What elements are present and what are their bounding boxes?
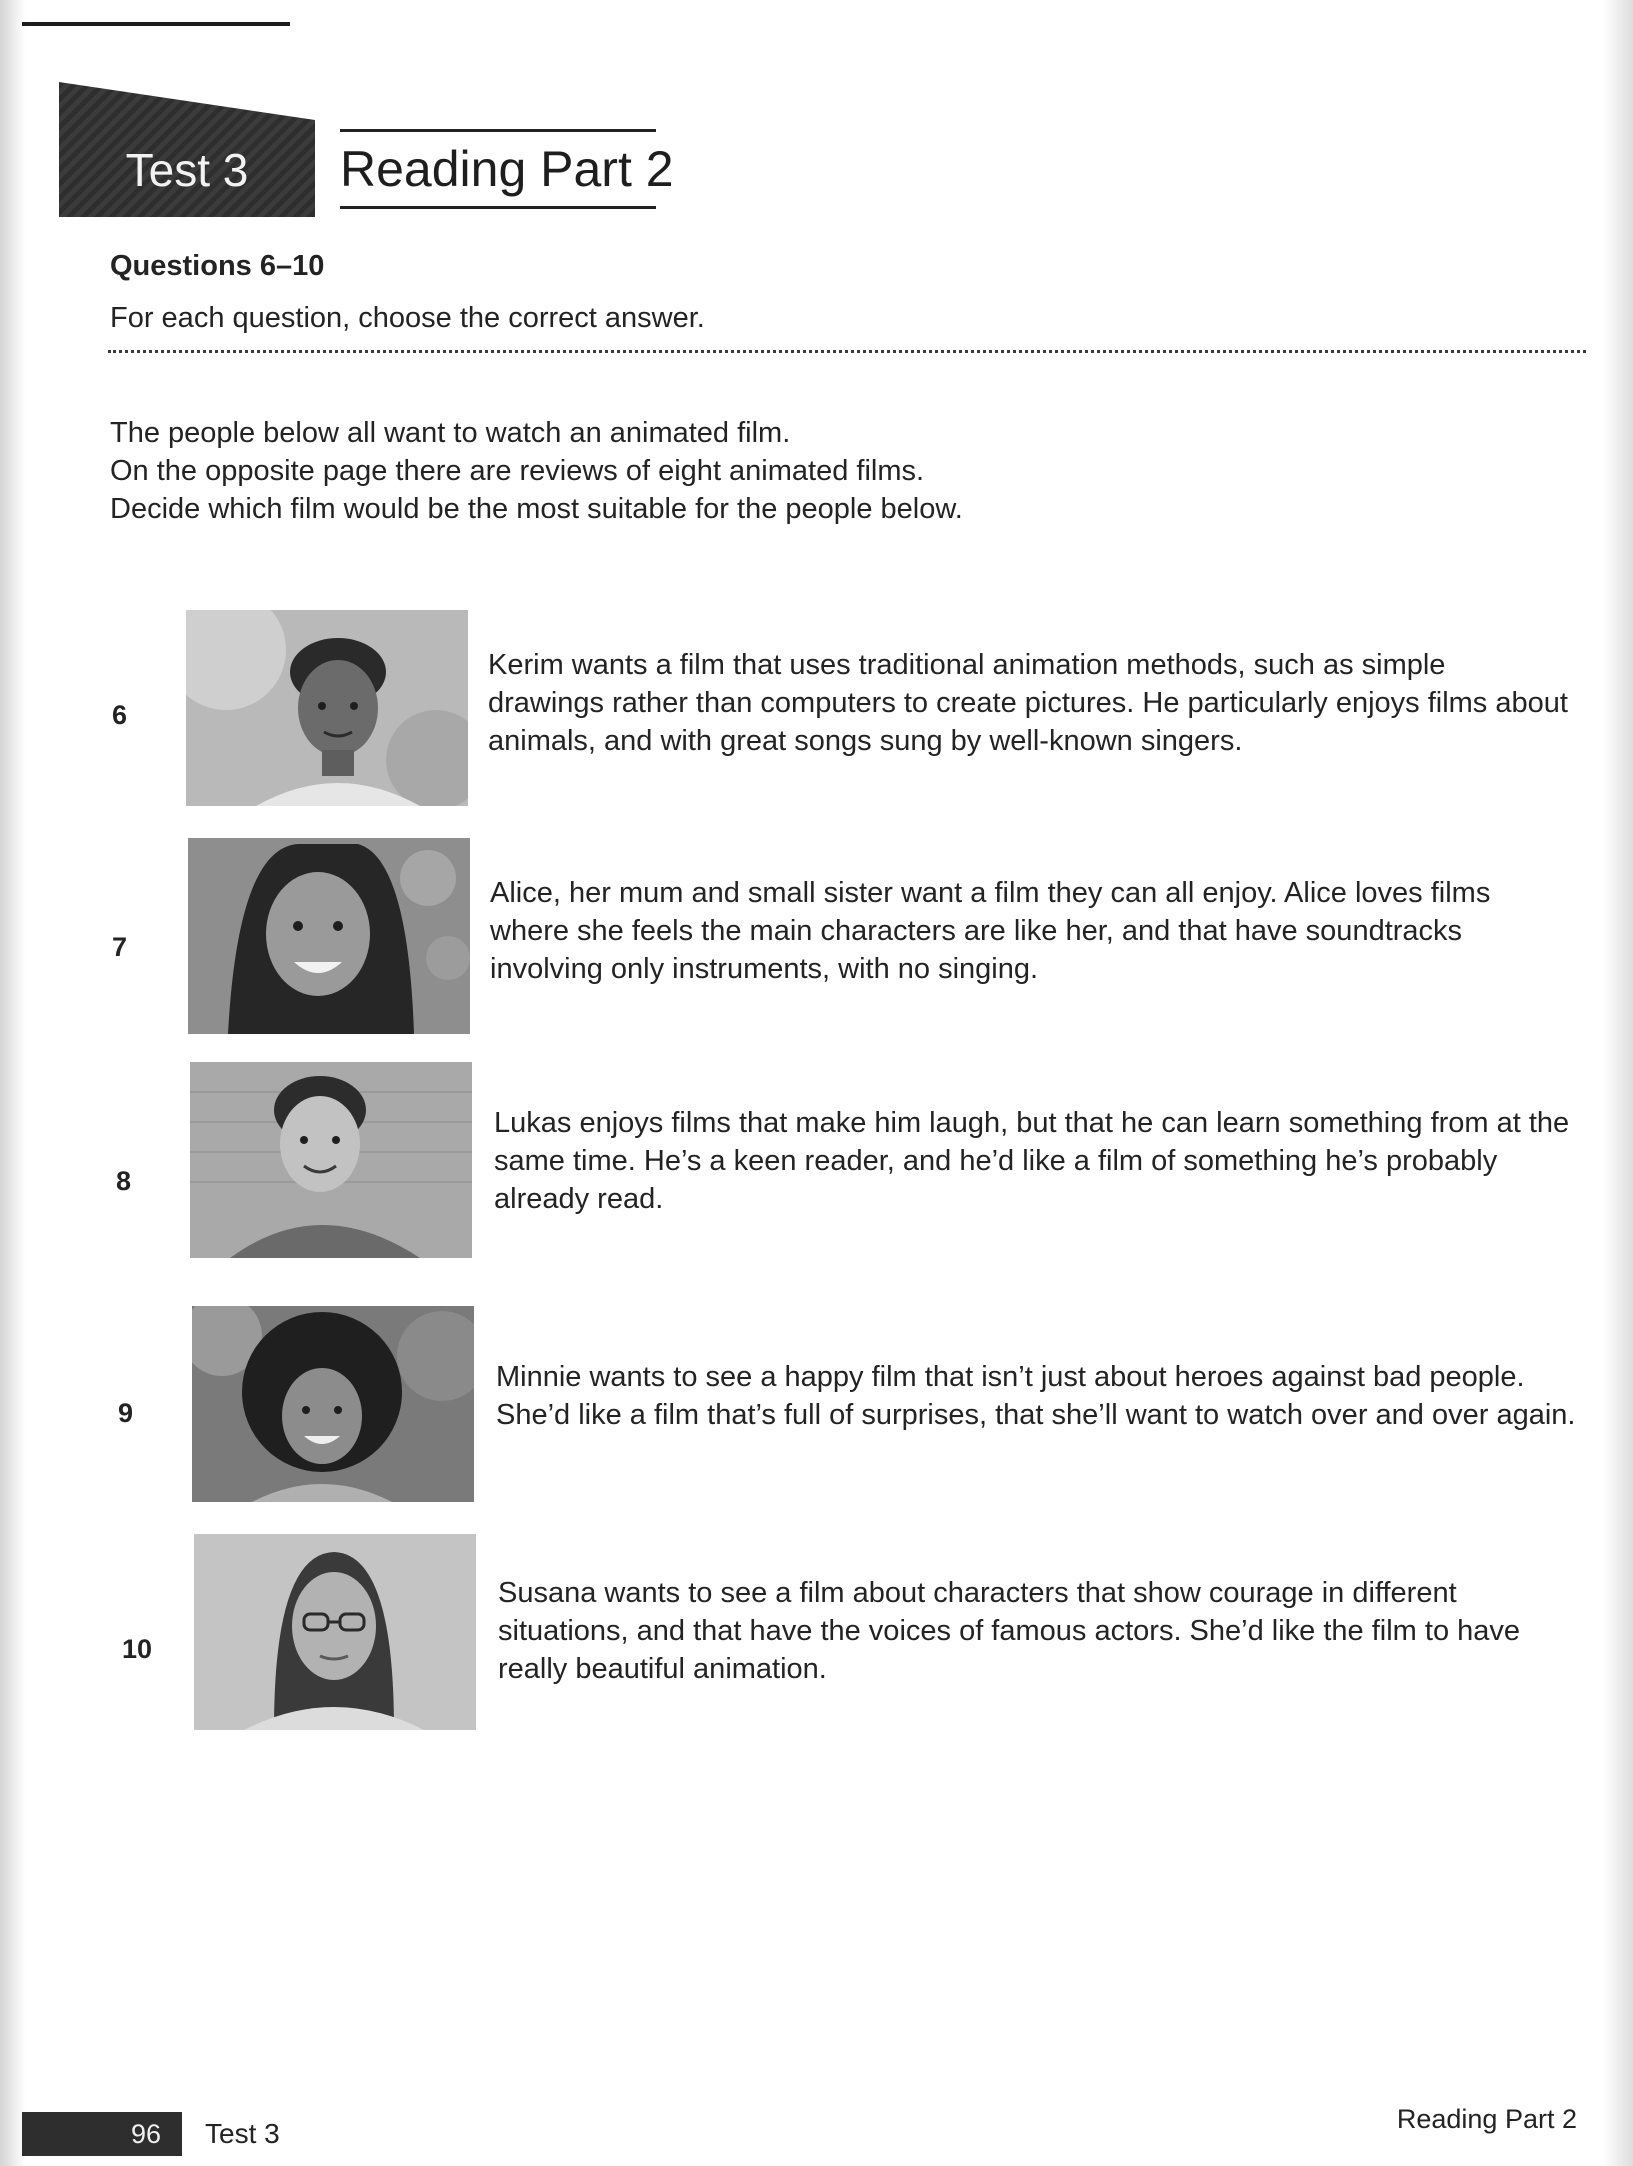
intro-line: On the opposite page there are reviews of eight animated films. (110, 455, 925, 487)
question-number: 6 (112, 700, 128, 730)
intro-paragraph (110, 414, 963, 528)
portrait-photo-icon (188, 838, 470, 1034)
question-text: Lukas enjoys films that make him laugh, but that he can learn something from at the same time. He’s a keen reader, and he’d like a film of something he’s probably already read. (494, 1107, 1570, 1215)
test-label: Test 3 (125, 144, 249, 196)
question-text: Susana wants to see a film about characters that show courage in different situations, and that have the voices of famous actors. She’d like the film to have really beautiful animation. (498, 1577, 1521, 1685)
page-title: Reading Part 2 (340, 141, 674, 197)
top-rule (22, 22, 290, 26)
title-rule-bottom (340, 206, 656, 209)
question-number: 10 (122, 1634, 153, 1664)
question-number: 8 (116, 1166, 132, 1196)
instruction-text: For each question, choose the correct answer. (110, 302, 705, 334)
portrait-photo-icon (190, 1062, 472, 1258)
intro-line: The people below all want to watch an animated film. (110, 417, 791, 449)
question-number: 7 (112, 932, 128, 962)
footer-section-label: Reading Part 2 (1396, 2104, 1577, 2134)
question-text: Kerim wants a film that uses traditional animation methods, such as simple drawings rather than computers to create pictures. He particularly enjoys films about animals, and with great songs sung by well-known singers. (488, 649, 1568, 757)
portrait-photo-icon (186, 610, 468, 806)
question-text: Minnie wants to see a happy film that isn’t just about heroes against bad people. She’d like a film that’s full of surprises, that she’ll want to watch over and over again. (496, 1361, 1576, 1431)
intro-line: Decide which film would be the most suitable for the people below. (110, 493, 963, 525)
page-edge-shadow-left (0, 0, 26, 2166)
portrait-photo-icon (194, 1534, 476, 1730)
title-rule-top (340, 129, 656, 132)
page-edge-shadow-right (1603, 0, 1633, 2166)
portrait-photo-icon (192, 1306, 474, 1502)
page-number: 96 (130, 2119, 162, 2149)
question-number: 9 (118, 1398, 134, 1428)
question-text: Alice, her mum and small sister want a film they can all enjoy. Alice loves films where she feels the main characters are like her, and that have soundtracks involving only instruments, with no singing. (490, 877, 1491, 985)
dotted-divider (108, 350, 1586, 353)
questions-heading: Questions 6–10 (110, 250, 325, 282)
footer-test-label: Test 3 (205, 2118, 280, 2149)
